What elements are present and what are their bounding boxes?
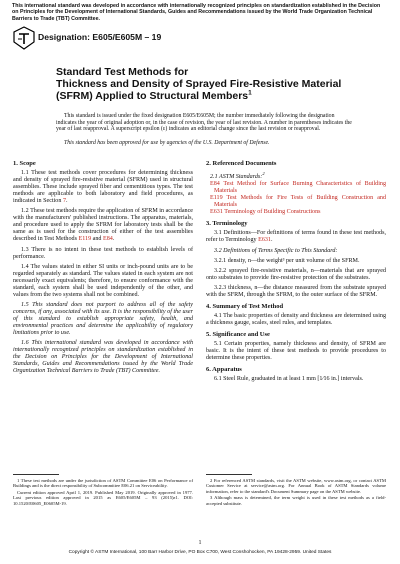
ref-e84[interactable]: E84 Test Method for Surface Burning Characteristics of Building Materials bbox=[210, 181, 386, 195]
e84-link[interactable]: E84 bbox=[103, 236, 113, 243]
para-6-1: 6.1 Steel Rule, graduated in at least 1 mm [1⁄16 in.] intervals. bbox=[214, 376, 364, 383]
para-3-2: 3.2 Definitions of Terms Specific to This Standard: bbox=[214, 247, 338, 254]
page-number: 1 bbox=[198, 540, 202, 546]
section-apparatus-heading: 6. Apparatus bbox=[206, 366, 242, 374]
section-summary-heading: 4. Summary of Test Method bbox=[206, 302, 284, 310]
para-1-5: 1.5 This standard does not purport to address all of the safety concerns, if any, associated with its use. It is the responsibility of the user of this standard to establish appropriate safety, health, and environmental practices and determine the applicability of regulatory limitations prior to use. bbox=[13, 301, 193, 337]
section-terminology-heading: 3. Terminology bbox=[206, 220, 248, 228]
ref-e631[interactable]: E631 Terminology of Building Constructions bbox=[210, 209, 321, 216]
right-column bbox=[206, 156, 386, 386]
wto-notice: This international standard was developed in accordance with internationally recognized principles on standardization established in the Decision on Principles for the Development of International Standards, Guides and Recommendations issued by the World Trade Organization Technical Barriers to Trade (TBT) Committee. bbox=[12, 3, 381, 22]
section-7-link[interactable]: 7 bbox=[62, 198, 66, 205]
para-3-2-3: 3.2.3 thickness, n—the distance measured from the substrate sprayed with the SFRM, through the SFRM, to the outer surface of the SFRM. bbox=[206, 284, 386, 298]
footnote-3: 3 Although mass is determined, the term weight is used in these test methods as a field-accepted substitute. bbox=[206, 495, 386, 506]
title-line-2: Thickness and Density of Sprayed Fire-Resistive Material bbox=[56, 78, 342, 91]
footnotes-left bbox=[13, 478, 193, 507]
section-significance-heading: 5. Significance and Use bbox=[206, 330, 270, 338]
section-referenced-docs-heading: 2. Referenced Documents bbox=[206, 160, 277, 167]
para-1-1: 1.1 These test methods cover procedures for determining thickness and density of sprayed fire-resistive material (SFRM) used in structural assemblies. These include sprayed fiber and cementitious types. The test methods are applicable to both laboratory and field procedures, as indicated in Section 7. bbox=[13, 170, 193, 205]
left-column bbox=[13, 156, 193, 378]
footnote-1: 1 These test methods are under the jurisdiction of ASTM Committee E06 on Performance of Buildings and is the direct responsibility of Subcommittee E06.21 on Serviceability. bbox=[13, 478, 193, 489]
para-1-6: 1.6 This international standard was developed in accordance with internationally recognized principles on standardization established in the Decision on Principles for the Development of International Standards, Guides and Recommendations issued by the World Trade Organization Technical Barriers to Trade (TBT) Committee. bbox=[13, 340, 193, 375]
footnote-rule-right bbox=[206, 474, 252, 475]
para-1-3: 1.3 There is no intent in these test methods to establish levels of performance. bbox=[13, 246, 193, 260]
para-3-1: 3.1 Definitions—For definitions of terms found in these test methods, refer to Terminology E631. bbox=[206, 230, 386, 244]
para-5-1: 5.1 Certain properties, namely thickness and density, of SFRM are basic. It is the intent of these test methods to provide procedures to determine these properties. bbox=[206, 340, 386, 362]
astm-standards-subheading: 2.1 ASTM Standards:$^2$ bbox=[210, 171, 265, 181]
section-scope-heading: 1. Scope bbox=[13, 160, 36, 167]
footnote-rule-left bbox=[13, 474, 59, 475]
footnotes-right bbox=[206, 478, 386, 507]
footnote-2: 2 For referenced ASTM standards, visit the ASTM website, www.astm.org, or contact ASTM Customer Service at service@astm.org. For Annual Book of ASTM Standards volume information, refer to the standard's Document Summary page on the ASTM website. bbox=[206, 478, 386, 494]
designation: Designation: E605/E605M – 19 bbox=[38, 32, 162, 42]
para-3-2-2: 3.2.2 sprayed fire-resistive materials, n—materials that are sprayed onto substrates to provide fire-resistive protection of the substrates. bbox=[206, 267, 386, 281]
para-1-4: 1.4 The values stated in either SI units or inch-pound units are to be regarded separately as standard. The values stated in each system are not necessarily exact equivalents; therefore, to ensure conformance with the standard, each system shall be used independently of the other, and values from the two systems shall not be combined. bbox=[13, 263, 193, 298]
para-1-2: 1.2 These test methods require the application of SFRM in accordance with the manufacturers' published instructions. The apparatus, materials, and procedure used to apply the SFRM for laboratory tests shall be the same as is used for the construction of either of the test assemblies described in Test Methods E119 and E84. bbox=[13, 208, 193, 243]
e119-link[interactable]: E119 bbox=[78, 236, 92, 243]
title-line-3: (SFRM) Applied to Structural Members$^1$ bbox=[56, 89, 252, 103]
astm-logo-icon bbox=[13, 26, 35, 50]
approval-note: This standard has been approved for use by agencies of the U.S. Department of Defense. bbox=[64, 140, 270, 146]
title-footnote-mark: 1 bbox=[248, 89, 252, 97]
title-line-1: Standard Test Methods for bbox=[56, 66, 189, 78]
para-4-1: 4.1 The basic properties of density and thickness are determined using a thickness gauge, scales, steel rules, and templates. bbox=[206, 312, 386, 326]
copyright-footer: Copyright © ASTM International, 100 Barr Harbor Drive, PO Box C700, West Conshohocken, PA 19428-2959. United States bbox=[68, 550, 332, 555]
footnote-1b: Current edition approved April 1, 2019. Published May 2019. Originally approved in 1977. Last previous edition approved in 2015 as E605/E605M – 93 (2015)ε1. DOI: 10.1520/E0605_E0605M-19. bbox=[13, 489, 193, 506]
e631-link[interactable]: E631 bbox=[258, 237, 271, 244]
standard-notice: This standard is issued under the fixed designation E605/E605M; the number immediately following the designation indicates the year of original adoption or, in the case of revision, the year of last revision. A number in parentheses indicates the year of last reapproval. A superscript epsilon (ε) indicates an editorial change since the last revision or reapproval. bbox=[56, 113, 352, 133]
document-title bbox=[56, 66, 356, 103]
ref-e119[interactable]: E119 Test Methods for Fire Tests of Building Construction and Materials bbox=[210, 195, 386, 209]
para-3-2-1: 3.2.1 density, n—the weight³ per unit volume of the SFRM. bbox=[214, 257, 360, 264]
